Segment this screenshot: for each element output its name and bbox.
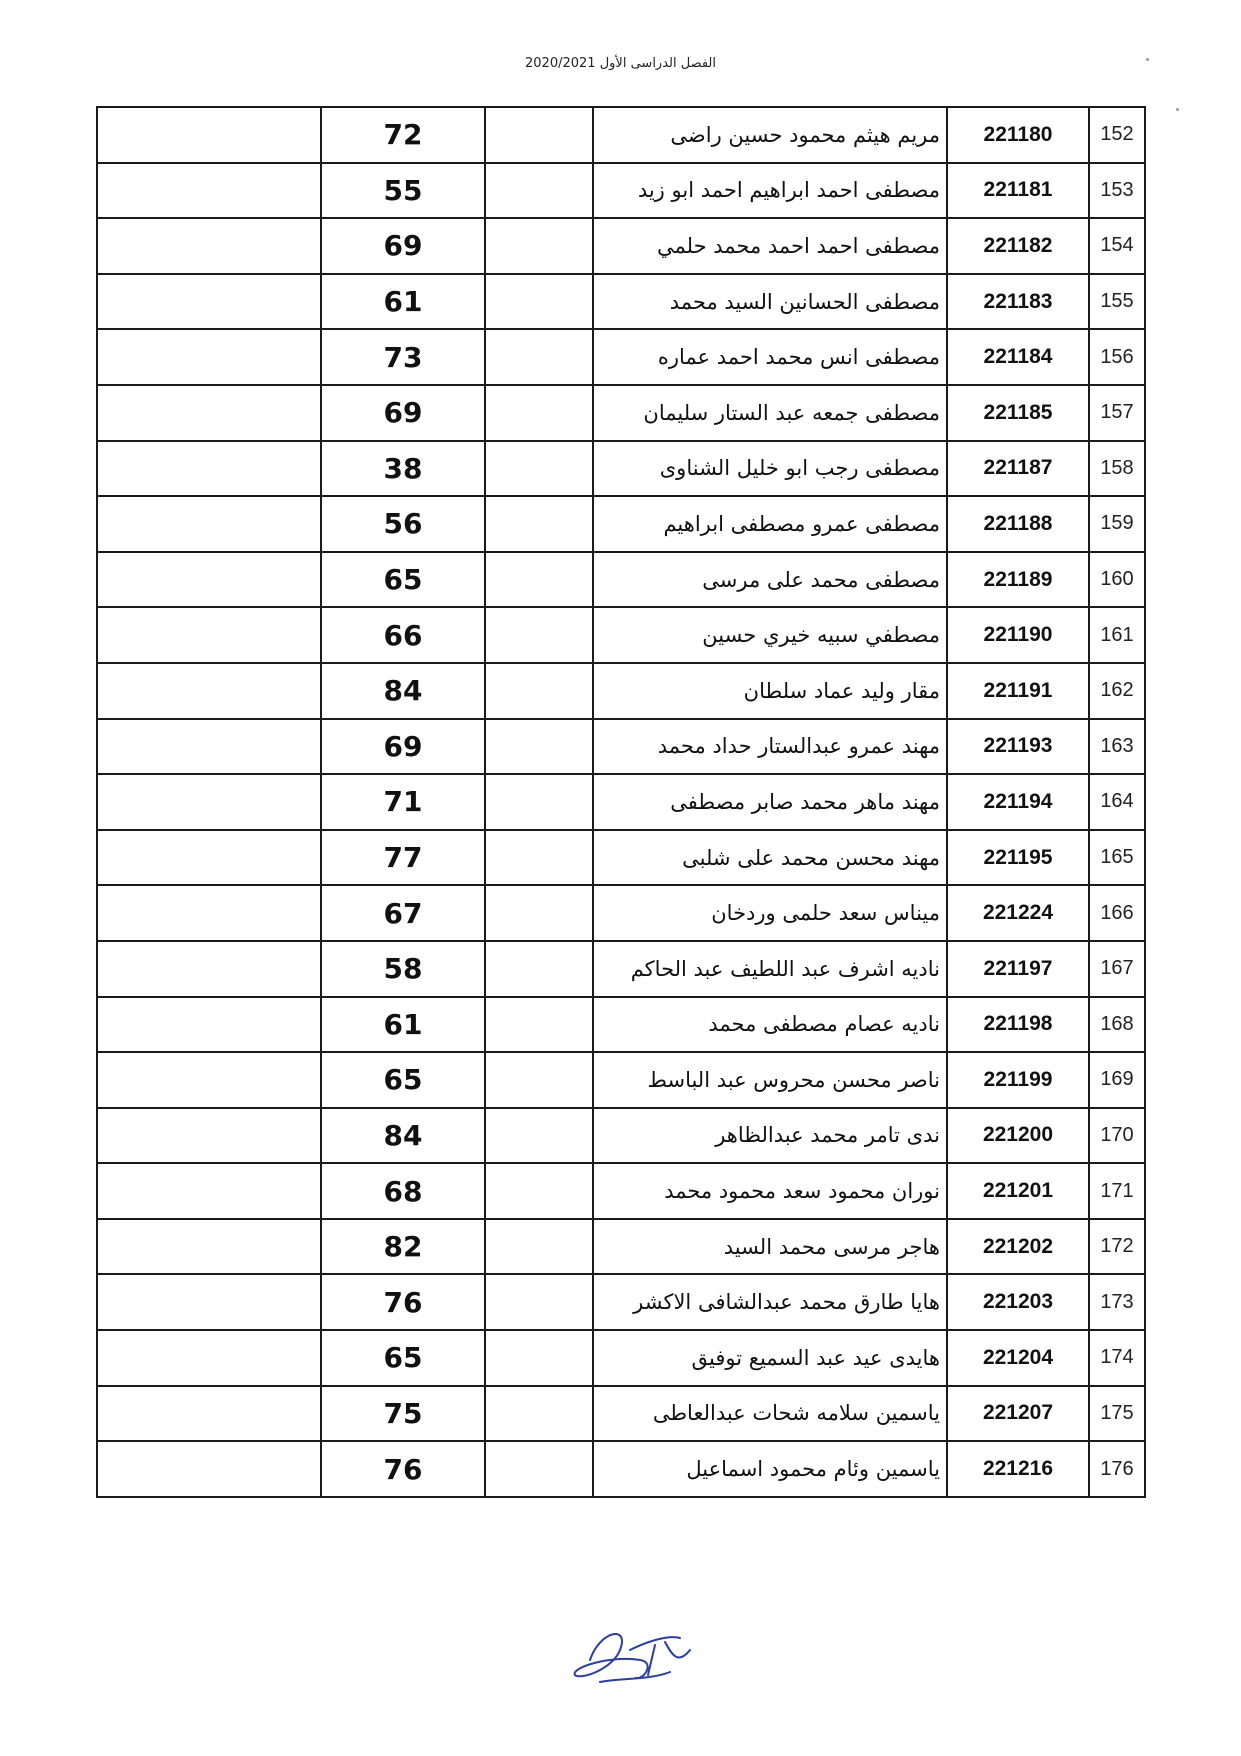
table-row xyxy=(97,218,1145,274)
student-name-cell: ندى تامر محمد عبدالظاهر xyxy=(593,1108,947,1164)
table-row xyxy=(97,997,1145,1053)
table-row xyxy=(97,107,1145,163)
serial-number-cell: 172 xyxy=(1089,1219,1145,1275)
page-header xyxy=(0,56,1241,71)
grade-cell: 71 xyxy=(321,774,485,830)
grade-cell: 56 xyxy=(321,496,485,552)
student-code-cell: 221194 xyxy=(947,774,1089,830)
grade-cell: 65 xyxy=(321,1330,485,1386)
table-row xyxy=(97,1108,1145,1164)
student-name-cell: مصطفى احمد ابراهيم احمد ابو زيد xyxy=(593,163,947,219)
table-row xyxy=(97,1330,1145,1386)
serial-number-cell: 170 xyxy=(1089,1108,1145,1164)
student-code-cell: 221185 xyxy=(947,385,1089,441)
serial-number-cell: 169 xyxy=(1089,1052,1145,1108)
table-row xyxy=(97,1052,1145,1108)
student-name-cell: مصطفى انس محمد احمد عماره xyxy=(593,329,947,385)
student-name-cell: مهند عمرو عبدالستار حداد محمد xyxy=(593,719,947,775)
student-code-cell: 221191 xyxy=(947,663,1089,719)
scan-speck xyxy=(1176,108,1179,111)
empty-cell xyxy=(97,1163,321,1219)
empty-cell xyxy=(485,1052,593,1108)
table-row xyxy=(97,941,1145,997)
empty-cell xyxy=(485,329,593,385)
semester-title: الفصل الدراسى الأول xyxy=(599,56,716,71)
student-code-cell: 221189 xyxy=(947,552,1089,608)
empty-cell xyxy=(485,1219,593,1275)
grade-cell: 76 xyxy=(321,1274,485,1330)
grade-cell: 84 xyxy=(321,1108,485,1164)
grade-cell: 82 xyxy=(321,1219,485,1275)
scan-speck xyxy=(1146,58,1149,61)
table-row xyxy=(97,496,1145,552)
student-name-cell: ناديه عصام مصطفى محمد xyxy=(593,997,947,1053)
empty-cell xyxy=(485,941,593,997)
empty-cell xyxy=(97,1052,321,1108)
empty-cell xyxy=(485,830,593,886)
serial-number-cell: 175 xyxy=(1089,1386,1145,1442)
serial-number-cell: 152 xyxy=(1089,107,1145,163)
student-name-cell: ناصر محسن محروس عبد الباسط xyxy=(593,1052,947,1108)
empty-cell xyxy=(485,607,593,663)
empty-cell xyxy=(97,1441,321,1497)
student-code-cell: 221195 xyxy=(947,830,1089,886)
student-name-cell: مهند محسن محمد على شلبى xyxy=(593,830,947,886)
serial-number-cell: 160 xyxy=(1089,552,1145,608)
empty-cell xyxy=(485,107,593,163)
empty-cell xyxy=(485,1386,593,1442)
table-row xyxy=(97,1386,1145,1442)
student-name-cell: نوران محمود سعد محمود محمد xyxy=(593,1163,947,1219)
grade-cell: 77 xyxy=(321,830,485,886)
empty-cell xyxy=(97,218,321,274)
student-code-cell: 221187 xyxy=(947,441,1089,497)
grade-cell: 68 xyxy=(321,1163,485,1219)
serial-number-cell: 164 xyxy=(1089,774,1145,830)
grade-cell: 73 xyxy=(321,329,485,385)
serial-number-cell: 155 xyxy=(1089,274,1145,330)
table-row xyxy=(97,1274,1145,1330)
grade-cell: 65 xyxy=(321,552,485,608)
student-code-cell: 221204 xyxy=(947,1330,1089,1386)
student-name-cell: ياسمين سلامه شحات عبدالعاطى xyxy=(593,1386,947,1442)
grade-cell: 76 xyxy=(321,1441,485,1497)
empty-cell xyxy=(485,1330,593,1386)
table-row xyxy=(97,830,1145,886)
empty-cell xyxy=(97,719,321,775)
empty-cell xyxy=(97,496,321,552)
table-row xyxy=(97,552,1145,608)
empty-cell xyxy=(485,496,593,552)
grade-cell: 72 xyxy=(321,107,485,163)
empty-cell xyxy=(97,997,321,1053)
student-name-cell: مريم هيثم محمود حسين راضى xyxy=(593,107,947,163)
student-code-cell: 221198 xyxy=(947,997,1089,1053)
student-code-cell: 221184 xyxy=(947,329,1089,385)
student-name-cell: هايدى عيد عبد السميع توفيق xyxy=(593,1330,947,1386)
grade-cell: 61 xyxy=(321,997,485,1053)
table-row xyxy=(97,329,1145,385)
student-name-cell: ياسمين وئام محمود اسماعيل xyxy=(593,1441,947,1497)
empty-cell xyxy=(485,997,593,1053)
empty-cell xyxy=(485,663,593,719)
academic-year: 2020/2021 xyxy=(525,56,596,71)
table-row xyxy=(97,1163,1145,1219)
serial-number-cell: 157 xyxy=(1089,385,1145,441)
table-row xyxy=(97,607,1145,663)
student-name-cell: ميناس سعد حلمى وردخان xyxy=(593,885,947,941)
serial-number-cell: 161 xyxy=(1089,607,1145,663)
empty-cell xyxy=(485,719,593,775)
empty-cell xyxy=(97,107,321,163)
grade-cell: 66 xyxy=(321,607,485,663)
serial-number-cell: 168 xyxy=(1089,997,1145,1053)
student-code-cell: 221193 xyxy=(947,719,1089,775)
empty-cell xyxy=(97,1274,321,1330)
student-name-cell: مصطفى محمد على مرسى xyxy=(593,552,947,608)
student-code-cell: 221216 xyxy=(947,1441,1089,1497)
grade-cell: 75 xyxy=(321,1386,485,1442)
student-code-cell: 221201 xyxy=(947,1163,1089,1219)
empty-cell xyxy=(97,1219,321,1275)
serial-number-cell: 171 xyxy=(1089,1163,1145,1219)
table-row xyxy=(97,441,1145,497)
empty-cell xyxy=(485,1163,593,1219)
student-name-cell: ناديه اشرف عبد اللطيف عبد الحاكم xyxy=(593,941,947,997)
empty-cell xyxy=(485,218,593,274)
table-row xyxy=(97,274,1145,330)
empty-cell xyxy=(97,941,321,997)
empty-cell xyxy=(97,1330,321,1386)
grade-cell: 69 xyxy=(321,218,485,274)
empty-cell xyxy=(97,385,321,441)
grade-cell: 65 xyxy=(321,1052,485,1108)
table-row xyxy=(97,885,1145,941)
grade-cell: 67 xyxy=(321,885,485,941)
empty-cell xyxy=(97,774,321,830)
empty-cell xyxy=(485,163,593,219)
grades-table-body xyxy=(97,107,1145,1497)
empty-cell xyxy=(485,552,593,608)
student-code-cell: 221190 xyxy=(947,607,1089,663)
student-code-cell: 221207 xyxy=(947,1386,1089,1442)
student-name-cell: مصطفى عمرو مصطفى ابراهيم xyxy=(593,496,947,552)
table-row xyxy=(97,385,1145,441)
empty-cell xyxy=(485,1441,593,1497)
student-name-cell: مقار وليد عماد سلطان xyxy=(593,663,947,719)
serial-number-cell: 173 xyxy=(1089,1274,1145,1330)
serial-number-cell: 154 xyxy=(1089,218,1145,274)
empty-cell xyxy=(97,552,321,608)
empty-cell xyxy=(97,441,321,497)
empty-cell xyxy=(97,163,321,219)
serial-number-cell: 167 xyxy=(1089,941,1145,997)
table-row xyxy=(97,1219,1145,1275)
empty-cell xyxy=(485,385,593,441)
empty-cell xyxy=(97,663,321,719)
grade-cell: 58 xyxy=(321,941,485,997)
empty-cell xyxy=(97,1386,321,1442)
empty-cell xyxy=(485,441,593,497)
serial-number-cell: 162 xyxy=(1089,663,1145,719)
student-code-cell: 221197 xyxy=(947,941,1089,997)
empty-cell xyxy=(97,607,321,663)
table-row xyxy=(97,719,1145,775)
student-code-cell: 221200 xyxy=(947,1108,1089,1164)
empty-cell xyxy=(97,274,321,330)
student-code-cell: 221180 xyxy=(947,107,1089,163)
student-name-cell: مصطفى رجب ابو خليل الشناوى xyxy=(593,441,947,497)
serial-number-cell: 176 xyxy=(1089,1441,1145,1497)
student-name-cell: مصطفى الحسانين السيد محمد xyxy=(593,274,947,330)
student-code-cell: 221199 xyxy=(947,1052,1089,1108)
serial-number-cell: 156 xyxy=(1089,329,1145,385)
serial-number-cell: 163 xyxy=(1089,719,1145,775)
empty-cell xyxy=(97,329,321,385)
serial-number-cell: 165 xyxy=(1089,830,1145,886)
grade-cell: 69 xyxy=(321,385,485,441)
grade-cell: 38 xyxy=(321,441,485,497)
student-code-cell: 221188 xyxy=(947,496,1089,552)
empty-cell xyxy=(97,885,321,941)
empty-cell xyxy=(485,774,593,830)
serial-number-cell: 158 xyxy=(1089,441,1145,497)
student-code-cell: 221183 xyxy=(947,274,1089,330)
grade-cell: 69 xyxy=(321,719,485,775)
empty-cell xyxy=(485,1108,593,1164)
serial-number-cell: 159 xyxy=(1089,496,1145,552)
signature-image xyxy=(560,1620,710,1700)
student-name-cell: مصطفى جمعه عبد الستار سليمان xyxy=(593,385,947,441)
student-name-cell: هايا طارق محمد عبدالشافى الاكشر xyxy=(593,1274,947,1330)
student-code-cell: 221182 xyxy=(947,218,1089,274)
student-name-cell: هاجر مرسى محمد السيد xyxy=(593,1219,947,1275)
table-row xyxy=(97,774,1145,830)
student-name-cell: مهند ماهر محمد صابر مصطفى xyxy=(593,774,947,830)
serial-number-cell: 153 xyxy=(1089,163,1145,219)
empty-cell xyxy=(485,885,593,941)
student-code-cell: 221181 xyxy=(947,163,1089,219)
grades-table xyxy=(96,106,1146,1498)
grade-cell: 61 xyxy=(321,274,485,330)
student-code-cell: 221203 xyxy=(947,1274,1089,1330)
student-name-cell: مصطفى احمد احمد محمد حلمي xyxy=(593,218,947,274)
table-row xyxy=(97,1441,1145,1497)
grade-cell: 55 xyxy=(321,163,485,219)
student-code-cell: 221224 xyxy=(947,885,1089,941)
grade-cell: 84 xyxy=(321,663,485,719)
table-row xyxy=(97,663,1145,719)
empty-cell xyxy=(97,1108,321,1164)
empty-cell xyxy=(485,274,593,330)
empty-cell xyxy=(485,1274,593,1330)
student-code-cell: 221202 xyxy=(947,1219,1089,1275)
empty-cell xyxy=(97,830,321,886)
student-name-cell: مصطفي سبيه خيري حسين xyxy=(593,607,947,663)
table-row xyxy=(97,163,1145,219)
serial-number-cell: 166 xyxy=(1089,885,1145,941)
serial-number-cell: 174 xyxy=(1089,1330,1145,1386)
